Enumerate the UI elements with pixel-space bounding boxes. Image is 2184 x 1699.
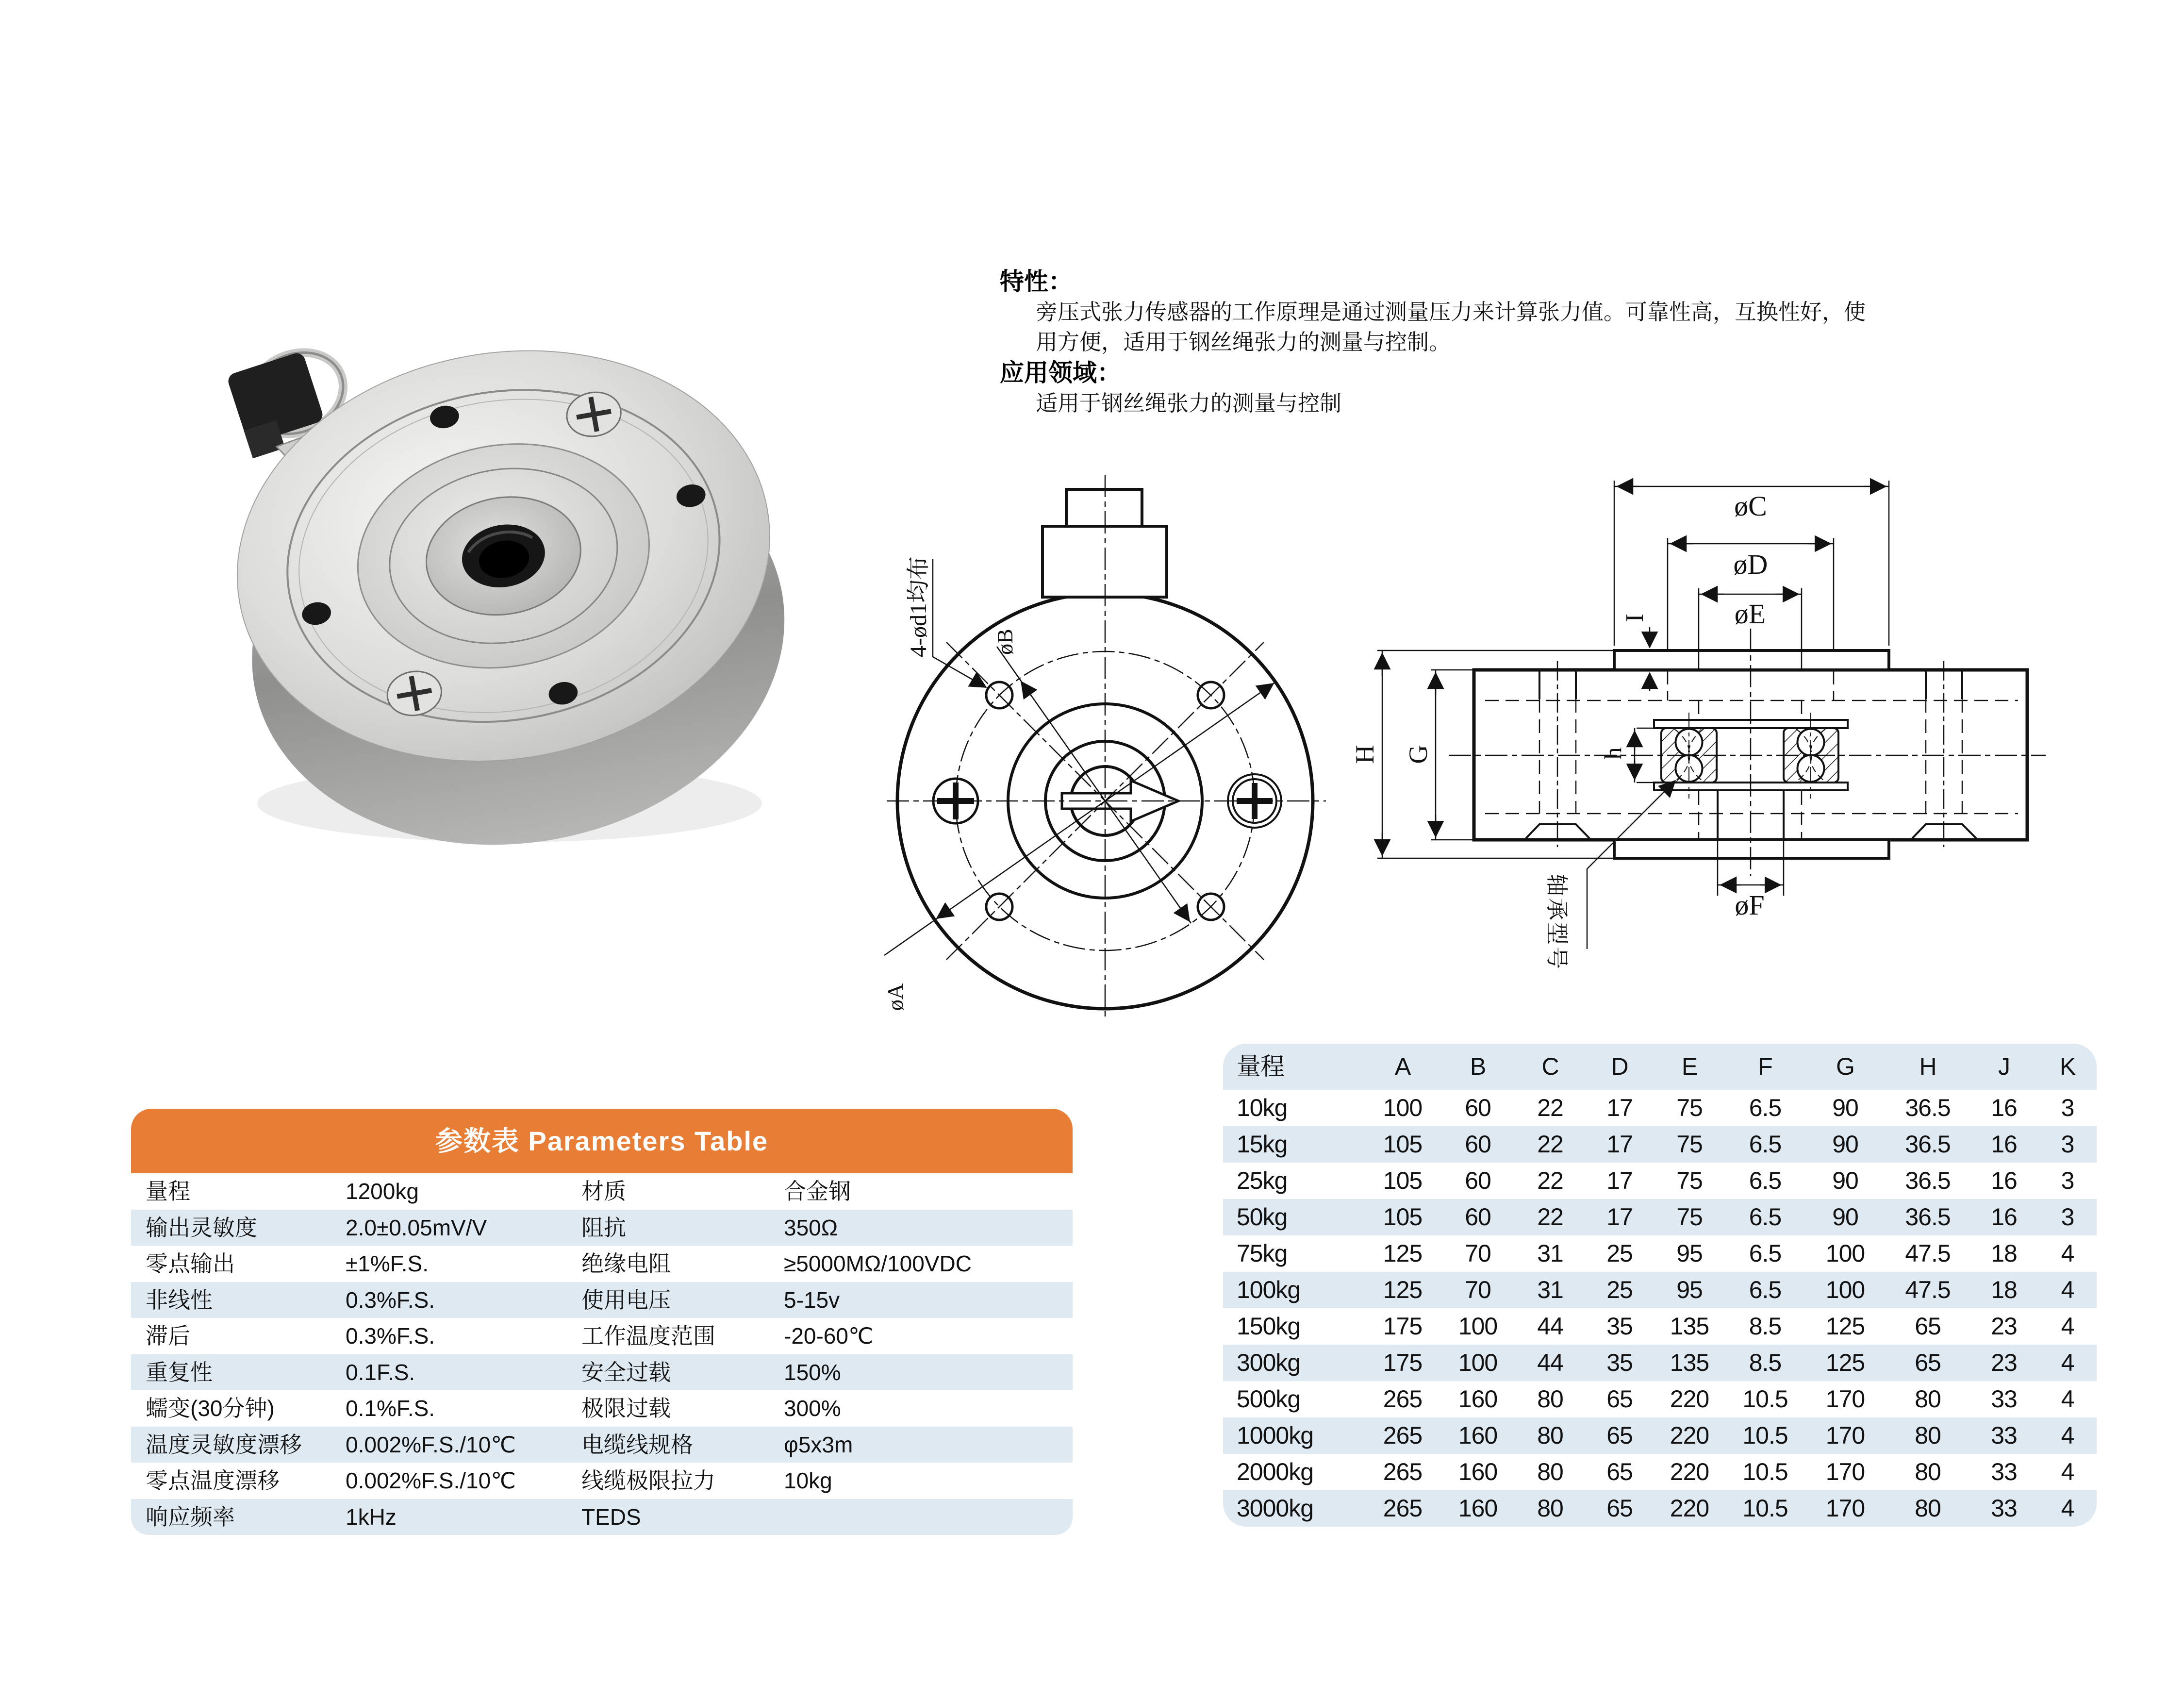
param-value: 1200kg bbox=[346, 1179, 419, 1204]
param-value: 0.3%F.S. bbox=[346, 1323, 435, 1349]
dims-value-cell: 105 bbox=[1383, 1131, 1423, 1158]
dims-header-cell: E bbox=[1681, 1053, 1698, 1080]
dims-value-cell: 17 bbox=[1606, 1167, 1633, 1194]
dims-value-cell: 65 bbox=[1606, 1422, 1633, 1449]
param-value: ±1%F.S. bbox=[346, 1251, 429, 1276]
dims-header bbox=[1223, 1044, 2097, 1090]
dims-value-cell: 125 bbox=[1825, 1313, 1865, 1340]
param-row bbox=[131, 1354, 1073, 1391]
section-label-c: øC bbox=[1734, 490, 1767, 522]
dims-range-cell: 50kg bbox=[1237, 1203, 1288, 1231]
dims-value-cell: 6.5 bbox=[1749, 1167, 1782, 1194]
dims-value-cell: 17 bbox=[1606, 1131, 1633, 1158]
dims-value-cell: 17 bbox=[1606, 1094, 1633, 1121]
param-label: 蠕变(30分钟) bbox=[146, 1396, 275, 1421]
dims-header-cell: 量程 bbox=[1237, 1053, 1284, 1080]
dims-header-cell: C bbox=[1541, 1053, 1559, 1080]
dims-range-cell: 2000kg bbox=[1237, 1458, 1314, 1485]
param-value: 合金钢 bbox=[784, 1179, 851, 1204]
dims-value-cell: 33 bbox=[1991, 1458, 2017, 1485]
dims-value-cell: 33 bbox=[1991, 1495, 2017, 1522]
dims-value-cell: 265 bbox=[1383, 1385, 1423, 1413]
param-label: 零点温度漂移 bbox=[146, 1468, 280, 1493]
section-view-drawing bbox=[1349, 451, 2106, 971]
dims-value-cell: 65 bbox=[1606, 1495, 1633, 1522]
param-label: 零点输出 bbox=[146, 1251, 235, 1276]
dims-row bbox=[1223, 1490, 2097, 1527]
dimensions-table bbox=[1223, 1044, 2097, 1527]
dims-value-cell: 36.5 bbox=[1905, 1094, 1951, 1121]
dims-header-cell: H bbox=[1919, 1053, 1936, 1080]
dims-value-cell: 65 bbox=[1915, 1349, 1941, 1376]
dims-value-cell: 75 bbox=[1676, 1167, 1703, 1194]
dims-row bbox=[1223, 1417, 2097, 1454]
param-label: 响应频率 bbox=[146, 1504, 235, 1530]
front-view-drawing bbox=[869, 456, 1344, 1034]
param-label: 温度灵敏度漂移 bbox=[146, 1432, 302, 1457]
dims-value-cell: 265 bbox=[1383, 1422, 1423, 1449]
dims-value-cell: 100 bbox=[1458, 1313, 1498, 1340]
dims-value-cell: 22 bbox=[1537, 1167, 1563, 1194]
dims-value-cell: 95 bbox=[1676, 1240, 1703, 1267]
dims-value-cell: 65 bbox=[1606, 1458, 1633, 1485]
param-value: φ5x3m bbox=[784, 1432, 853, 1457]
dims-rows bbox=[1223, 1090, 2097, 1527]
param-row bbox=[131, 1173, 1073, 1210]
dims-range-cell: 3000kg bbox=[1237, 1495, 1314, 1522]
dims-range-cell: 10kg bbox=[1237, 1094, 1288, 1121]
param-label: 材质 bbox=[581, 1179, 626, 1204]
dims-value-cell: 160 bbox=[1458, 1495, 1498, 1522]
param-label: 滞后 bbox=[146, 1323, 190, 1349]
dims-value-cell: 80 bbox=[1537, 1422, 1563, 1449]
param-value: 300% bbox=[784, 1396, 841, 1421]
dims-value-cell: 22 bbox=[1537, 1094, 1563, 1121]
param-label: 输出灵敏度 bbox=[146, 1215, 257, 1240]
section-label-e: øE bbox=[1734, 598, 1766, 630]
dims-value-cell: 6.5 bbox=[1749, 1203, 1782, 1231]
param-label: 电缆线规格 bbox=[581, 1432, 693, 1457]
param-label: 极限过载 bbox=[581, 1396, 671, 1421]
dims-value-cell: 60 bbox=[1465, 1167, 1491, 1194]
dims-range-cell: 500kg bbox=[1237, 1385, 1301, 1413]
dims-value-cell: 75 bbox=[1676, 1203, 1703, 1231]
dims-value-cell: 22 bbox=[1537, 1203, 1563, 1231]
param-label: 工作温度范围 bbox=[581, 1323, 715, 1349]
dims-value-cell: 220 bbox=[1670, 1422, 1709, 1449]
dims-value-cell: 90 bbox=[1832, 1167, 1858, 1194]
dims-value-cell: 4 bbox=[2061, 1313, 2074, 1340]
dims-value-cell: 170 bbox=[1825, 1458, 1865, 1485]
dims-value-cell: 90 bbox=[1832, 1131, 1858, 1158]
dims-value-cell: 47.5 bbox=[1905, 1240, 1951, 1267]
dims-value-cell: 80 bbox=[1915, 1385, 1941, 1413]
section-flange-top bbox=[1614, 650, 1889, 670]
section-label-i: I bbox=[1621, 614, 1649, 622]
dims-range-cell: 1000kg bbox=[1237, 1422, 1314, 1449]
dims-value-cell: 23 bbox=[1991, 1349, 2017, 1376]
section-label-g: G bbox=[1404, 745, 1433, 764]
dims-value-cell: 18 bbox=[1991, 1276, 2017, 1303]
dims-value-cell: 80 bbox=[1537, 1495, 1563, 1522]
dims-value-cell: 80 bbox=[1537, 1385, 1563, 1413]
dims-value-cell: 75 bbox=[1676, 1131, 1703, 1158]
dims-value-cell: 100 bbox=[1383, 1094, 1423, 1121]
param-value: -20-60℃ bbox=[784, 1323, 874, 1349]
dims-row bbox=[1223, 1199, 2097, 1235]
dims-value-cell: 75 bbox=[1676, 1094, 1703, 1121]
dims-row bbox=[1223, 1126, 2097, 1163]
param-value bbox=[764, 1499, 1073, 1535]
dims-value-cell: 3 bbox=[2061, 1131, 2074, 1158]
param-value: 0.1%F.S. bbox=[346, 1396, 435, 1421]
param-label: 重复性 bbox=[146, 1359, 213, 1385]
dims-value-cell: 23 bbox=[1991, 1313, 2017, 1340]
dims-value-cell: 125 bbox=[1825, 1349, 1865, 1376]
dims-value-cell: 18 bbox=[1991, 1240, 2017, 1267]
dims-value-cell: 4 bbox=[2061, 1495, 2074, 1522]
dims-value-cell: 265 bbox=[1383, 1495, 1423, 1522]
dims-value-cell: 90 bbox=[1832, 1203, 1858, 1231]
dims-value-cell: 35 bbox=[1606, 1313, 1633, 1340]
dims-value-cell: 4 bbox=[2061, 1240, 2074, 1267]
param-label: 量程 bbox=[146, 1179, 190, 1204]
dims-header-cell: J bbox=[1998, 1053, 2010, 1080]
dims-value-cell: 31 bbox=[1537, 1276, 1563, 1303]
dims-value-cell: 65 bbox=[1915, 1313, 1941, 1340]
dims-header-cell: G bbox=[1836, 1053, 1854, 1080]
dims-value-cell: 220 bbox=[1670, 1458, 1709, 1485]
front-label-holes: 4-ød1均布 bbox=[906, 556, 931, 657]
dims-value-cell: 160 bbox=[1458, 1422, 1498, 1449]
dims-header-cell: A bbox=[1394, 1053, 1411, 1080]
dims-value-cell: 175 bbox=[1383, 1313, 1423, 1340]
applications-line: 适用于钢丝绳张力的测量与控制 bbox=[1036, 391, 1342, 416]
connector-top bbox=[1066, 489, 1142, 526]
param-row bbox=[131, 1210, 1073, 1246]
param-row bbox=[131, 1318, 1073, 1354]
dims-value-cell: 105 bbox=[1383, 1203, 1423, 1231]
param-label: 绝缘电阻 bbox=[581, 1251, 671, 1276]
param-label: TEDS bbox=[581, 1504, 641, 1530]
param-label: 使用电压 bbox=[581, 1287, 671, 1313]
dims-value-cell: 125 bbox=[1383, 1276, 1423, 1303]
dims-value-cell: 100 bbox=[1825, 1240, 1865, 1267]
dims-value-cell: 135 bbox=[1670, 1349, 1709, 1376]
dims-range-cell: 100kg bbox=[1237, 1276, 1301, 1303]
param-row bbox=[131, 1427, 1073, 1463]
dims-value-cell: 3 bbox=[2061, 1203, 2074, 1231]
dims-value-cell: 10.5 bbox=[1742, 1422, 1788, 1449]
dims-value-cell: 90 bbox=[1832, 1094, 1858, 1121]
dims-row bbox=[1223, 1090, 2097, 1126]
dims-value-cell: 16 bbox=[1991, 1203, 2017, 1231]
dims-range-cell: 75kg bbox=[1237, 1240, 1288, 1267]
param-row bbox=[131, 1390, 1073, 1427]
dims-value-cell: 8.5 bbox=[1749, 1349, 1782, 1376]
dims-range-cell: 25kg bbox=[1237, 1167, 1288, 1194]
dims-row bbox=[1223, 1163, 2097, 1199]
dims-value-cell: 160 bbox=[1458, 1458, 1498, 1485]
dims-value-cell: 36.5 bbox=[1905, 1131, 1951, 1158]
section-label-bearing: 轴承型号 bbox=[1544, 874, 1569, 971]
dims-value-cell: 10.5 bbox=[1742, 1495, 1788, 1522]
param-row bbox=[131, 1463, 1073, 1499]
dims-value-cell: 6.5 bbox=[1749, 1276, 1782, 1303]
params-rows bbox=[131, 1173, 1073, 1535]
dims-value-cell: 36.5 bbox=[1905, 1167, 1951, 1194]
front-label-a: øA bbox=[883, 983, 908, 1011]
param-label: 线缆极限拉力 bbox=[581, 1468, 715, 1493]
param-value: 150% bbox=[784, 1359, 841, 1385]
section-label-h-inner: h bbox=[1599, 747, 1626, 760]
dims-value-cell: 220 bbox=[1670, 1495, 1709, 1522]
dims-value-cell: 220 bbox=[1670, 1385, 1709, 1413]
dims-value-cell: 4 bbox=[2061, 1458, 2074, 1485]
dims-value-cell: 6.5 bbox=[1749, 1240, 1782, 1267]
section-flange-bottom bbox=[1614, 840, 1889, 858]
dims-value-cell: 16 bbox=[1991, 1131, 2017, 1158]
dims-value-cell: 70 bbox=[1465, 1240, 1491, 1267]
param-label: 阻抗 bbox=[581, 1215, 626, 1240]
dims-value-cell: 36.5 bbox=[1905, 1203, 1951, 1231]
dims-value-cell: 105 bbox=[1383, 1167, 1423, 1194]
param-value: 0.002%F.S./10℃ bbox=[346, 1468, 516, 1493]
product-photo bbox=[194, 301, 806, 850]
dims-value-cell: 80 bbox=[1915, 1422, 1941, 1449]
dims-value-cell: 47.5 bbox=[1905, 1276, 1951, 1303]
param-label: 非线性 bbox=[146, 1287, 213, 1313]
dims-value-cell: 160 bbox=[1458, 1385, 1498, 1413]
dims-value-cell: 44 bbox=[1537, 1313, 1563, 1340]
dims-value-cell: 170 bbox=[1825, 1495, 1865, 1522]
features-heading: 特性： bbox=[1000, 268, 1073, 295]
dims-value-cell: 31 bbox=[1537, 1240, 1563, 1267]
applications-heading: 应用领域： bbox=[1000, 359, 1121, 386]
dims-row bbox=[1223, 1345, 2097, 1381]
dims-value-cell: 44 bbox=[1537, 1349, 1563, 1376]
dims-value-cell: 4 bbox=[2061, 1385, 2074, 1413]
dims-value-cell: 80 bbox=[1537, 1458, 1563, 1485]
param-value: 0.3%F.S. bbox=[346, 1287, 435, 1313]
section-label-f: øF bbox=[1735, 889, 1765, 921]
dims-range-cell: 150kg bbox=[1237, 1313, 1301, 1340]
param-label: 安全过载 bbox=[581, 1359, 671, 1385]
dims-value-cell: 16 bbox=[1991, 1094, 2017, 1121]
dims-value-cell: 175 bbox=[1383, 1349, 1423, 1376]
param-row bbox=[131, 1282, 1073, 1318]
dims-value-cell: 95 bbox=[1676, 1276, 1703, 1303]
dims-row bbox=[1223, 1272, 2097, 1308]
dims-header-cell: K bbox=[2059, 1053, 2076, 1080]
dims-value-cell: 35 bbox=[1606, 1349, 1633, 1376]
param-value: 5-15v bbox=[784, 1287, 840, 1313]
features-block bbox=[1000, 266, 2043, 418]
dims-value-cell: 6.5 bbox=[1749, 1094, 1782, 1121]
dims-value-cell: 4 bbox=[2061, 1422, 2074, 1449]
param-row bbox=[131, 1246, 1073, 1282]
dims-value-cell: 60 bbox=[1465, 1131, 1491, 1158]
section-label-h-outer: H bbox=[1350, 745, 1379, 764]
dims-value-cell: 80 bbox=[1915, 1495, 1941, 1522]
dims-value-cell: 4 bbox=[2061, 1276, 2074, 1303]
dims-value-cell: 33 bbox=[1991, 1422, 2017, 1449]
dims-header-cell: B bbox=[1470, 1053, 1486, 1080]
dims-value-cell: 265 bbox=[1383, 1458, 1423, 1485]
dims-range-cell: 300kg bbox=[1237, 1349, 1301, 1376]
dims-value-cell: 17 bbox=[1606, 1203, 1633, 1231]
dims-value-cell: 16 bbox=[1991, 1167, 2017, 1194]
section-label-d: øD bbox=[1733, 549, 1768, 580]
param-value: 2.0±0.05mV/V bbox=[346, 1215, 487, 1240]
param-value: ≥5000MΩ/100VDC bbox=[784, 1251, 972, 1276]
dims-value-cell: 25 bbox=[1606, 1240, 1633, 1267]
dims-value-cell: 4 bbox=[2061, 1349, 2074, 1376]
dims-value-cell: 25 bbox=[1606, 1276, 1633, 1303]
param-value: 10kg bbox=[784, 1468, 832, 1493]
parameters-table bbox=[131, 1109, 1073, 1535]
dims-row bbox=[1223, 1308, 2097, 1345]
param-value: 0.1F.S. bbox=[346, 1359, 415, 1385]
dims-value-cell: 60 bbox=[1465, 1094, 1491, 1121]
param-row bbox=[131, 1499, 1073, 1535]
front-label-b: øB bbox=[993, 629, 1017, 655]
dims-value-cell: 125 bbox=[1383, 1240, 1423, 1267]
parameters-table-title: 参数表 Parameters Table bbox=[131, 1109, 1073, 1173]
dims-value-cell: 3 bbox=[2061, 1094, 2074, 1121]
dims-row bbox=[1223, 1454, 2097, 1490]
dims-row bbox=[1223, 1381, 2097, 1417]
dims-value-cell: 10.5 bbox=[1742, 1385, 1788, 1413]
dims-value-cell: 135 bbox=[1670, 1313, 1709, 1340]
dims-value-cell: 22 bbox=[1537, 1131, 1563, 1158]
dims-header-cell: F bbox=[1758, 1053, 1772, 1080]
dims-value-cell: 170 bbox=[1825, 1422, 1865, 1449]
dims-value-cell: 70 bbox=[1465, 1276, 1491, 1303]
dims-value-cell: 8.5 bbox=[1749, 1313, 1782, 1340]
dims-value-cell: 60 bbox=[1465, 1203, 1491, 1231]
features-line: 旁压式张力传感器的工作原理是通过测量压力来计算张力值。可靠性高，互换性好，使 bbox=[1036, 300, 1866, 324]
features-line: 用方便，适用于钢丝绳张力的测量与控制。 bbox=[1036, 330, 1451, 354]
dims-value-cell: 65 bbox=[1606, 1385, 1633, 1413]
param-value: 0.002%F.S./10℃ bbox=[346, 1432, 516, 1457]
dims-value-cell: 100 bbox=[1458, 1349, 1498, 1376]
dims-range-cell: 15kg bbox=[1237, 1131, 1288, 1158]
dims-value-cell: 33 bbox=[1991, 1385, 2017, 1413]
dims-value-cell: 3 bbox=[2061, 1167, 2074, 1194]
dims-header-cell: D bbox=[1611, 1053, 1628, 1080]
dims-value-cell: 10.5 bbox=[1742, 1458, 1788, 1485]
dims-row bbox=[1223, 1235, 2097, 1272]
param-value: 1kHz bbox=[346, 1504, 397, 1530]
param-value: 350Ω bbox=[784, 1215, 838, 1240]
dims-value-cell: 80 bbox=[1915, 1458, 1941, 1485]
dims-value-cell: 6.5 bbox=[1749, 1131, 1782, 1158]
dims-value-cell: 170 bbox=[1825, 1385, 1865, 1413]
dims-value-cell: 100 bbox=[1825, 1276, 1865, 1303]
